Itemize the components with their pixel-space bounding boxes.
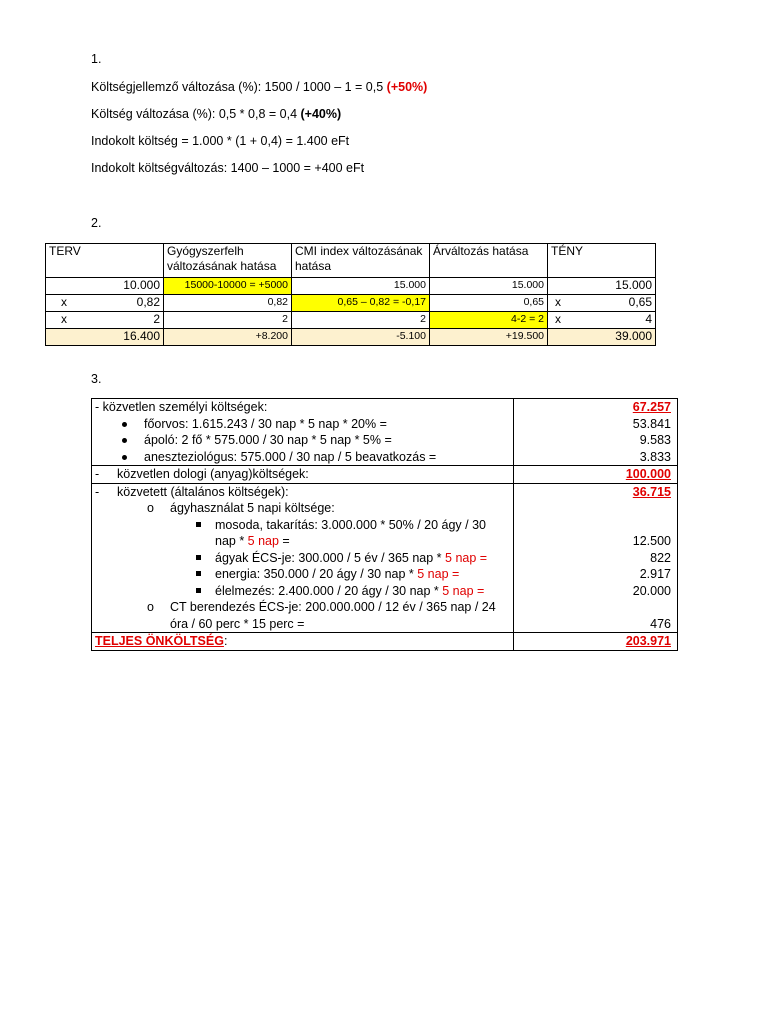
apolo-text: ápoló: 2 fő * 575.000 / 30 nap * 5 nap * 5% = — [144, 433, 392, 447]
total-value: 203.971 — [514, 633, 678, 651]
list-item — [95, 517, 510, 534]
bed-usage-label: ágyhasználat 5 napi költsége: — [170, 501, 335, 515]
personal-costs-values — [514, 399, 678, 466]
list-item — [95, 449, 510, 466]
list-item — [95, 500, 510, 517]
material-costs-cell — [92, 466, 514, 484]
variance-table — [45, 243, 656, 346]
agyak-value: 822 — [650, 550, 671, 565]
section-1-line-3: Indokolt költség = 1.000 * (1 + 0,4) = 1.400 eFt — [91, 134, 350, 148]
mosoda-end: = — [278, 534, 290, 548]
header-gyogyszer: Gyógyszerfelh változásának hatása — [164, 244, 292, 278]
list-item — [95, 533, 510, 550]
line-2-highlight: (+40%) — [300, 107, 342, 121]
mosoda-days: 5 nap — [247, 534, 279, 548]
sum-terv: 16.400 — [46, 329, 164, 346]
square-bullet-icon — [196, 588, 201, 593]
cost-table — [91, 398, 678, 651]
line-1-text: Költségjellemző változása (%): 1500 / 1000 – 1 = 0,5 — [91, 80, 387, 94]
dash-marker: - — [95, 467, 100, 481]
header-ar: Árváltozás hatása — [430, 244, 548, 278]
cell-ar-highlight: 4-2 = 2 — [430, 312, 548, 329]
cell-terv — [46, 295, 164, 312]
section-1-line-1 — [91, 80, 427, 94]
cell-teny — [548, 312, 656, 329]
indirect-costs-row — [92, 483, 678, 633]
indirect-costs-cell — [92, 483, 514, 633]
cell-cmi: 15.000 — [292, 278, 430, 295]
mosoda-line-1: mosoda, takarítás: 3.000.000 * 50% / 20 ágy / 30 — [215, 517, 487, 532]
material-total: 100.000 — [514, 466, 678, 484]
header-terv: TERV — [46, 244, 164, 278]
foorvos-text: főorvos: 1.615.243 / 30 nap * 5 nap * 20% = — [144, 416, 387, 431]
cell-terv — [46, 312, 164, 329]
personal-costs-label: - közvetlen személyi költségek: — [95, 400, 268, 414]
indirect-costs-label: közvetett (általános költségek): — [117, 484, 289, 499]
square-bullet-icon — [196, 571, 201, 576]
agyak-text: ágyak ÉCS-je: 300.000 / 5 év / 365 nap * — [215, 550, 446, 565]
list-item — [95, 550, 510, 567]
table-row — [46, 278, 656, 295]
circle-marker: o — [147, 501, 154, 515]
anesz-text: aneszteziológus: 575.000 / 30 nap / 5 beavatkozás = — [144, 449, 437, 464]
anesz-value: 3.833 — [639, 449, 671, 464]
multiply-mark: x — [555, 295, 561, 309]
mosoda-value: 12.500 — [632, 534, 671, 548]
indirect-costs-values — [514, 483, 678, 633]
total-label: TELJES ÖNKÖLTSÉG — [95, 634, 224, 648]
cell-cmi: 2 — [292, 312, 430, 329]
cell-cmi-highlight: 0,65 – 0,82 = -0,17 — [292, 295, 430, 312]
apolo-value: 9.583 — [639, 433, 671, 447]
square-bullet-icon — [196, 555, 201, 560]
ct-line-1: CT berendezés ÉCS-je: 200.000.000 / 12 év / 365 nap / 24 — [170, 600, 496, 614]
list-item — [95, 616, 510, 633]
personal-costs-cell — [92, 399, 514, 466]
line-2-text: Költség változása (%): 0,5 * 0,8 = 0,4 — [91, 107, 301, 121]
table-sum-row — [46, 329, 656, 346]
table-row — [46, 295, 656, 312]
agyak-days: 5 nap = — [445, 550, 488, 565]
list-item — [95, 566, 510, 583]
cell-terv: 10.000 — [46, 278, 164, 295]
sum-ar: +19.500 — [430, 329, 548, 346]
energia-text: energia: 350.000 / 20 ágy / 30 nap * — [215, 567, 418, 581]
energia-value: 2.917 — [639, 567, 671, 581]
header-teny: TÉNY — [548, 244, 656, 278]
section-2-number: 2. — [91, 216, 102, 230]
ct-value: 476 — [650, 616, 671, 631]
dash-marker: - — [95, 484, 100, 499]
cell-teny: 15.000 — [548, 278, 656, 295]
list-item — [95, 432, 510, 449]
cell-gy-highlight: 15000-10000 = +5000 — [164, 278, 292, 295]
section-1-line-4: Indokolt költségváltozás: 1400 – 1000 = +400 eFt — [91, 161, 365, 175]
list-item — [95, 583, 510, 600]
line-1-highlight: (+50%) — [386, 80, 428, 94]
cell-value: 0,65 — [628, 295, 652, 309]
table-row — [46, 312, 656, 329]
section-1-number: 1. — [91, 52, 102, 66]
personal-costs-row — [92, 399, 678, 466]
header-cmi: CMI index változásának hatása — [292, 244, 430, 278]
sum-gy: +8.200 — [164, 329, 292, 346]
personal-total: 67.257 — [632, 400, 671, 414]
list-item — [95, 599, 510, 616]
multiply-mark: x — [555, 312, 561, 326]
indirect-total: 36.715 — [632, 484, 671, 499]
section-3-number: 3. — [91, 372, 102, 386]
cell-teny — [548, 295, 656, 312]
cell-gy: 0,82 — [164, 295, 292, 312]
total-colon: : — [223, 634, 228, 648]
sum-teny: 39.000 — [548, 329, 656, 346]
square-bullet-icon — [196, 522, 201, 527]
list-item — [95, 416, 510, 433]
cell-value: 2 — [153, 312, 160, 326]
elelmezes-value: 20.000 — [632, 583, 671, 598]
ct-line-2: óra / 60 perc * 15 perc = — [170, 616, 305, 631]
circle-marker: o — [147, 600, 154, 614]
foorvos-value: 53.841 — [632, 416, 671, 431]
multiply-mark: x — [61, 295, 67, 309]
material-costs-row — [92, 466, 678, 484]
elelmezes-text: élelmezés: 2.400.000 / 20 ágy / 30 nap * — [215, 583, 443, 598]
cell-ar: 0,65 — [430, 295, 548, 312]
total-row — [92, 633, 678, 651]
sum-cmi: -5.100 — [292, 329, 430, 346]
cell-value: 0,82 — [136, 295, 160, 309]
elelmezes-days: 5 nap = — [442, 583, 485, 598]
cell-value: 4 — [645, 312, 652, 326]
material-costs-label: közvetlen dologi (anyag)költségek: — [117, 467, 309, 481]
cell-gy: 2 — [164, 312, 292, 329]
section-1-line-2 — [91, 107, 341, 121]
table-header-row — [46, 244, 656, 278]
cell-ar: 15.000 — [430, 278, 548, 295]
mosoda-line-2: nap * — [215, 534, 248, 548]
multiply-mark: x — [61, 312, 67, 326]
total-cell — [92, 633, 514, 651]
energia-days: 5 nap = — [417, 567, 460, 581]
